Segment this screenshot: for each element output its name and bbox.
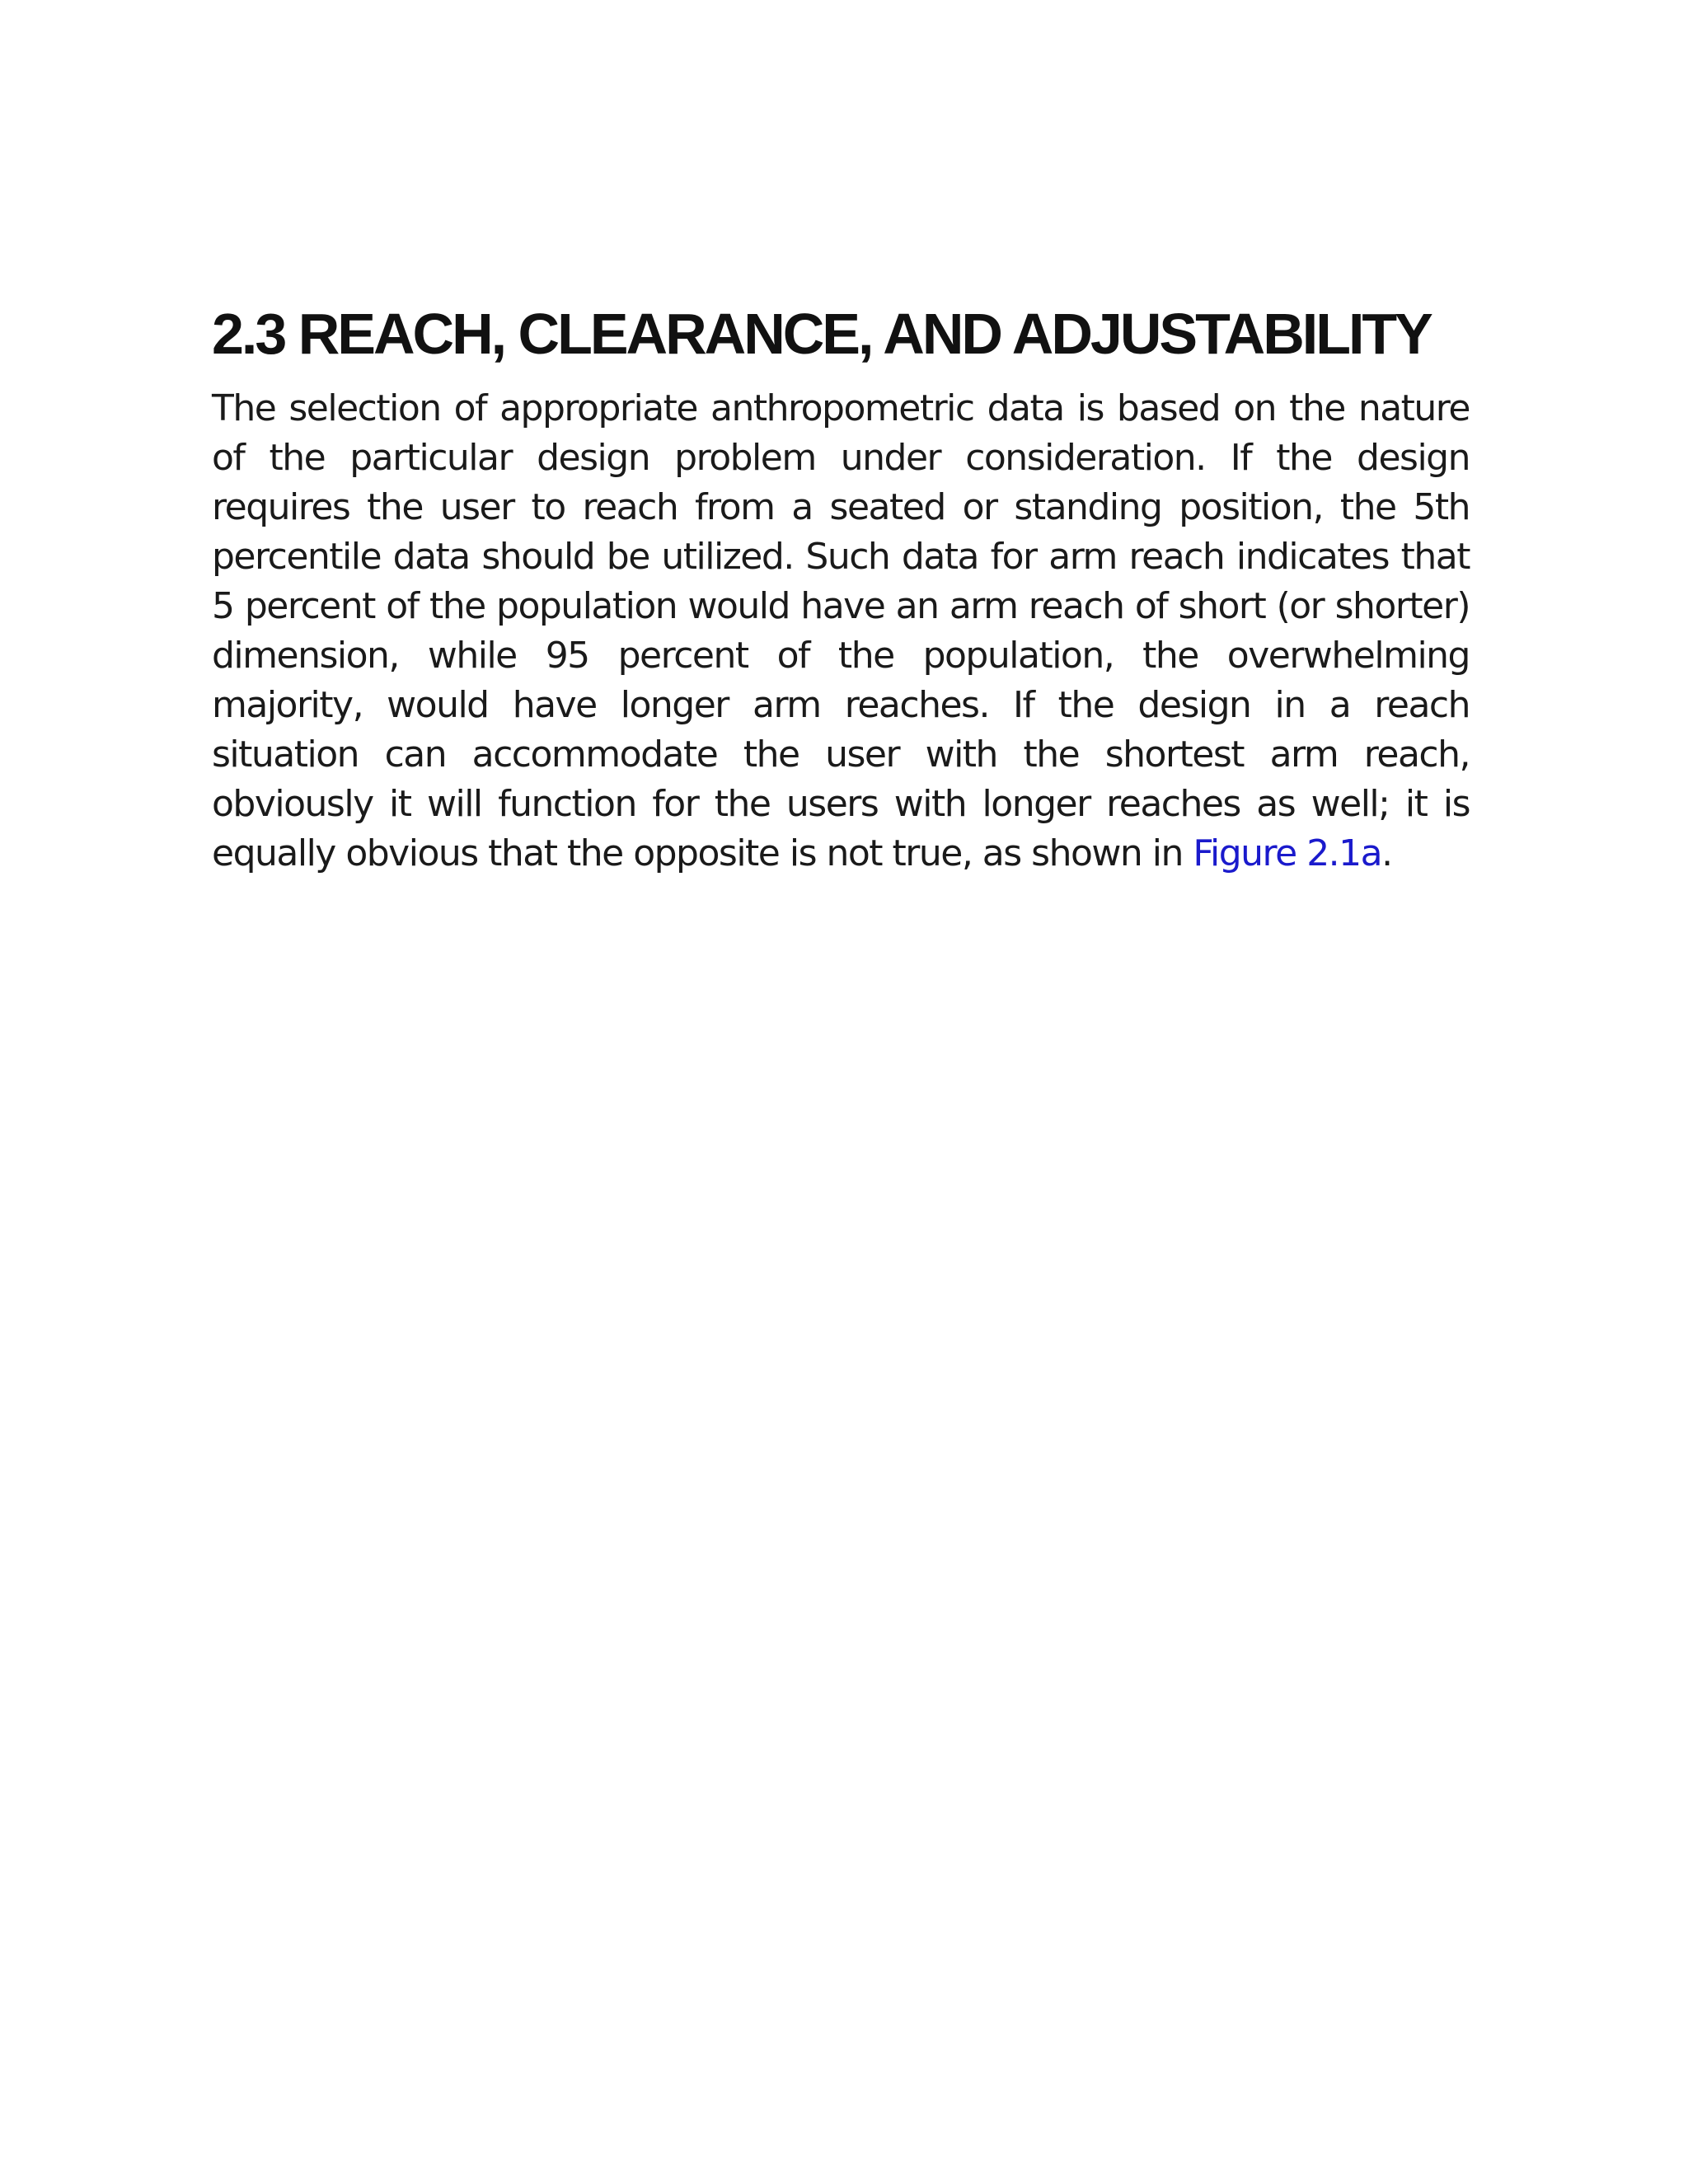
section-heading: 2.3 REACH, CLEARANCE, AND ADJUSTABILITY [212, 302, 1431, 366]
section-content [212, 297, 1470, 879]
body-paragraph [212, 384, 1470, 879]
paragraph-end-punctuation: . [1381, 832, 1392, 874]
paragraph-text: The selection of appropriate anthropometric data is based on the nature of the particular design problem under consideration. If the design requires the user to reach from a seated or standing position, the 5th percentile data should be utilized. Such data for arm reach indicates that 5 percent of the population would have an arm reach of short (or shorter) dimension, while 95 percent of the population, the overwhelming majority, would have longer arm reaches. If the design in a reach situation can accommodate the user with the shortest arm reach, obviously it will function for the users with longer reaches as well; it is equally obvious that the opposite is not true, as shown in [212, 387, 1470, 874]
figure-2-1a-link[interactable]: Figure 2.1a [1193, 832, 1382, 874]
